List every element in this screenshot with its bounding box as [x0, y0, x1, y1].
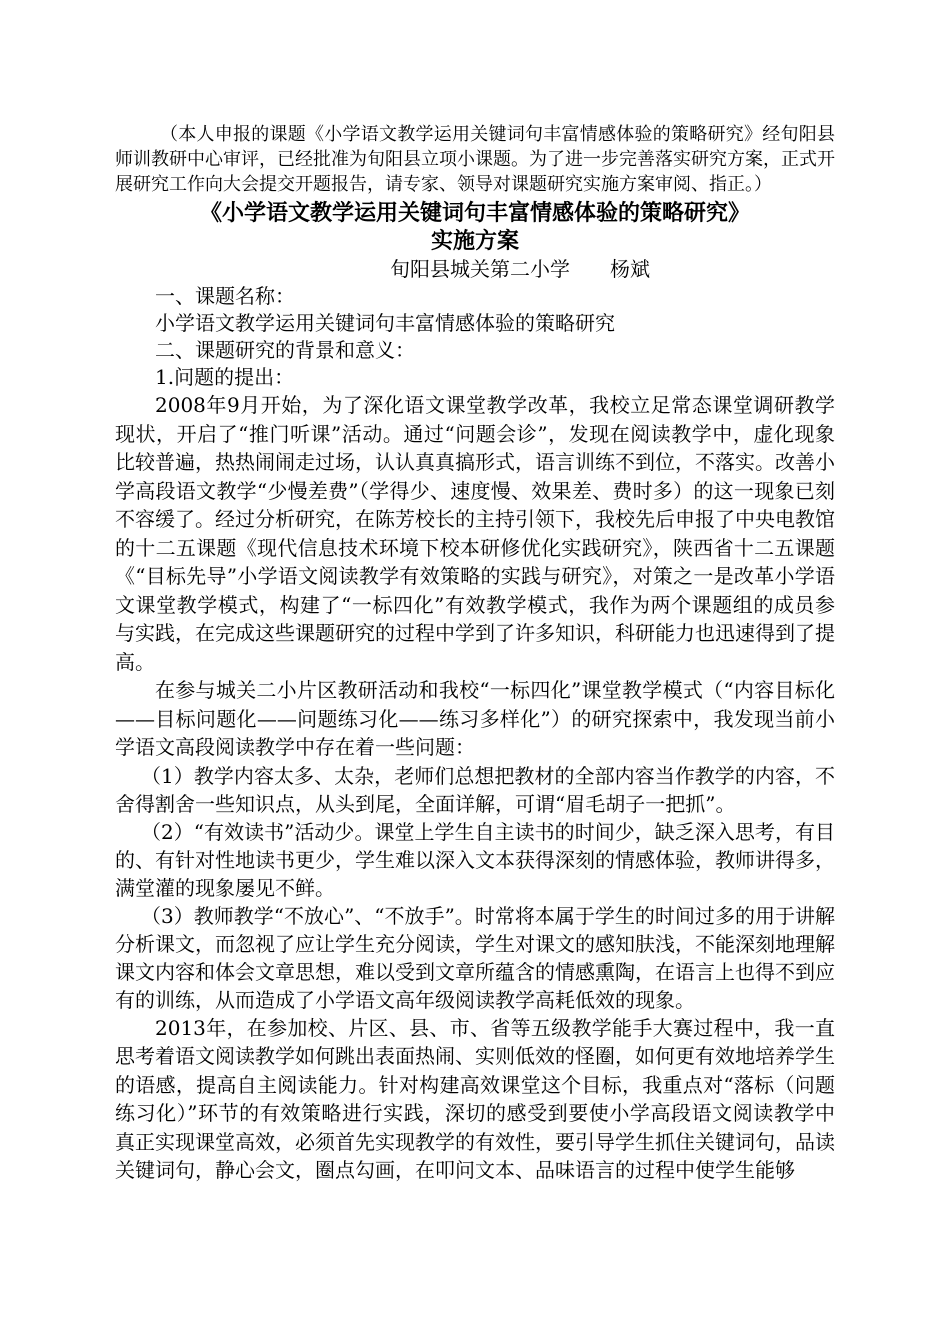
section-heading-background: 二、课题研究的背景和意义：: [155, 338, 415, 362]
paragraph-3: 2013年，在参加校、片区、县、市、省等五级教学能手大赛过程中，我一直思考着语文阅读教学如何跳出表面热闹、实则低效的怪圈，如何更有效地培养学生的语感，提高自主阅读能力。针对构建高效课堂这个目标，我重点对“落标（问题练习化）”环节的有效策略进行实践，深切的感受到要使小学高段语文阅读教学中真正实现课堂高效，必须首先实现教学的有效性，要引导学生抓住关键词句，品读关键词句，静心会文，圈点勾画，在叩问文本、品味语言的过程中使学生能够: [115, 1015, 835, 1182]
section-heading-topic: 一、课题名称：: [155, 284, 295, 308]
paragraph-2: 在参与城关二小片区教研活动和我校“一标四化”课堂教学模式（“内容目标化——目标问题化——问题练习化——练习多样化”）的研究探索中，我发现当前小学语文高段阅读教学中存在着一些问题：: [115, 678, 835, 759]
author-line: 旬阳县城关第二小学 杨斌: [390, 257, 650, 281]
problem-item-2: （2）“有效读书”活动少。课堂上学生自主读书的时间少，缺乏深入思考，有目的、有针对性地读书更少，学生难以深入文本获得深刻的情感体验，教师讲得多，满堂灌的现象屡见不鲜。: [115, 819, 835, 900]
document-title: 《小学语文教学运用关键词句丰富情感体验的策略研究》: [199, 201, 750, 226]
document-subtitle: 实施方案: [430, 229, 519, 254]
problem-item-1: （1）教学内容太多、太杂，老师们总想把教材的全部内容当作教学的内容，不舍得割舍一些知识点，从头到尾，全面详解，可谓“眉毛胡子一把抓”。: [115, 763, 835, 816]
document-page: [115, 122, 835, 1185]
intro-note: （本人申报的课题《小学语文教学运用关键词句丰富情感体验的策略研究》经旬阳县师训教研中心审评，已经批准为旬阳县立项小课题。为了进一步完善落实研究方案，正式开展研究工作向大会提交开题报告，请专家、领导对课题研究实施方案审阅、指正。）: [115, 124, 835, 195]
topic-name: 小学语文教学运用关键词句丰富情感体验的策略研究: [155, 311, 615, 335]
problem-item-3: （3）教师教学“不放心”、“不放手”。时常将本属于学生的时间过多的用于讲解分析课文，而忽视了应让学生充分阅读，学生对课文的感知肤浅，不能深刻地理解课文内容和体会文章思想，难以受到文章所蕴含的情感熏陶，在语言上也得不到应有的训练，从而造成了小学语文高年级阅读教学高耗低效的现象。: [115, 903, 835, 1012]
paragraph-1: 2008年9月开始，为了深化语文课堂教学改革，我校立足常态课堂调研教学现状，开启了“推门听课”活动。通过“问题会诊”，发现在阅读教学中，虚化现象比较普遍，热热闹闹走过场，认认真真搞形式，语言训练不到位，不落实。改善小学高段语文教学“少慢差费”（学得少、速度慢、效果差、费时多）的这一现象已刻不容缓了。经过分析研究，在陈芳校长的主持引领下，我校先后申报了中央电教馆的十二五课题《现代信息技术环境下校本研修优化实践研究》，陕西省十二五课题《“目标先导”小学语文阅读教学有效策略的实践与研究》，对策之一是改革小学语文课堂教学模式，构建了“一标四化”有效教学模式，我作为两个课题组的成员参与实践，在完成这些课题研究的过程中学到了许多知识，科研能力也迅速得到了提高。: [115, 393, 835, 674]
subsection-heading-problem: 1.问题的提出：: [155, 365, 295, 389]
